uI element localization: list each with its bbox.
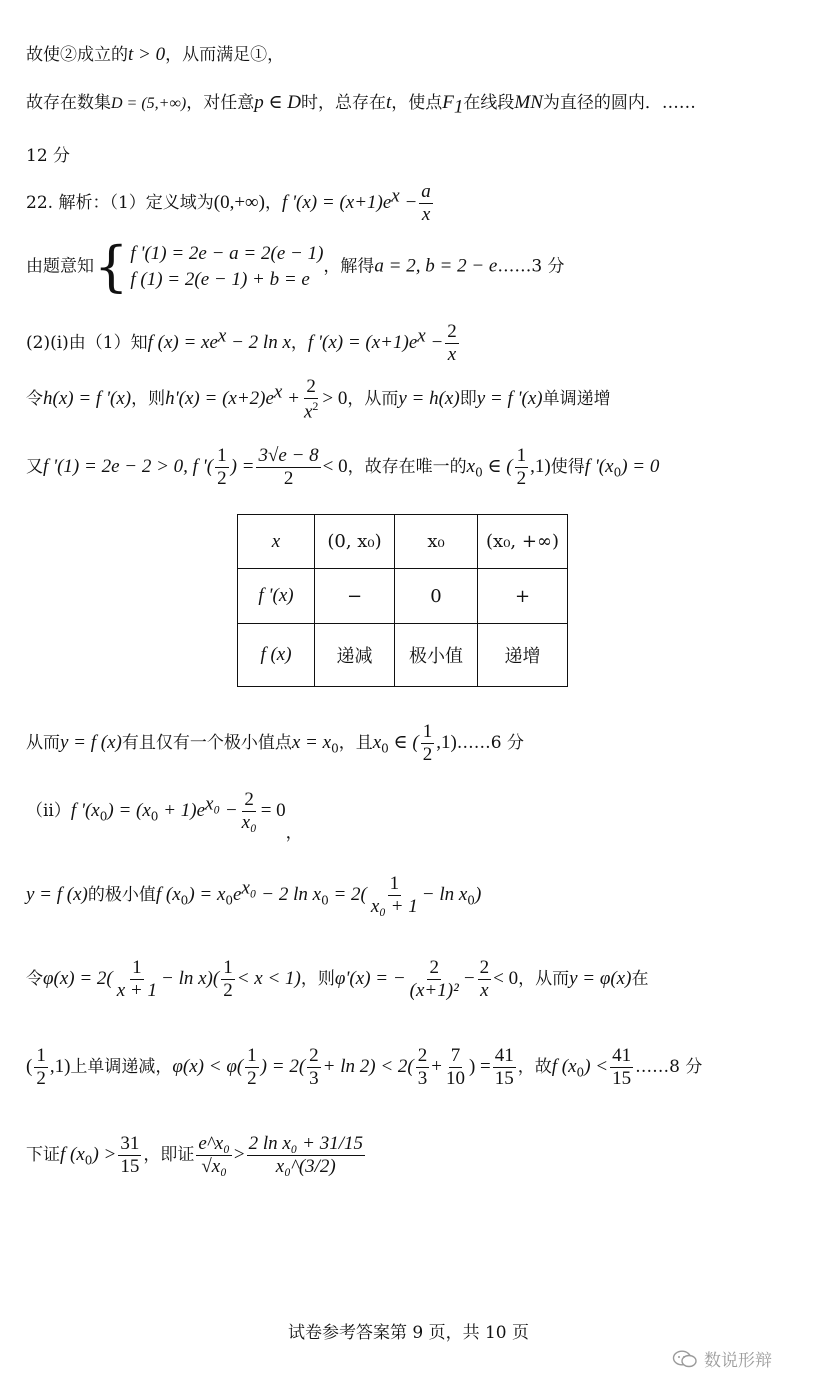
math: x = x <box>291 731 332 753</box>
numerator: 3√e − 8 <box>258 445 319 466</box>
text: ， <box>285 822 303 843</box>
math: p ∈ D <box>254 92 302 113</box>
text: 从而 <box>26 732 60 753</box>
table-row <box>238 515 568 569</box>
text-line-2 <box>26 92 696 119</box>
math: a = 2, b = 2 − e <box>374 255 498 277</box>
table-cell: (x₀, +∞) <box>478 515 568 569</box>
math: φ(x) < φ( <box>172 1055 244 1077</box>
numerator: 2 <box>429 957 439 978</box>
text: ，对任意 <box>186 93 255 113</box>
fraction <box>445 322 459 365</box>
fraction <box>115 958 159 1001</box>
denominator: x <box>303 401 313 423</box>
table-cell: x <box>238 515 315 569</box>
text-line-7 <box>26 377 611 422</box>
math: y = f '(x) <box>476 388 543 410</box>
math: + 1)e <box>158 799 206 821</box>
text-line-1 <box>26 44 284 67</box>
superscript: x <box>417 325 426 347</box>
math: f '(x <box>584 455 614 477</box>
table-row <box>238 569 568 623</box>
math: y = f (x) <box>26 883 88 905</box>
math: (0,+∞) <box>213 191 265 213</box>
numerator: 1 <box>247 1045 257 1066</box>
fraction <box>421 722 435 765</box>
text: 使得 <box>550 456 585 477</box>
left-brace: { <box>94 235 129 298</box>
numerator: 31 <box>120 1133 140 1154</box>
math: y = h(x) <box>398 388 460 410</box>
text-line-6 <box>26 322 461 365</box>
math: − ln x)( <box>161 967 220 989</box>
fraction <box>196 1134 232 1177</box>
math: > <box>233 1143 245 1165</box>
superscript: x <box>391 185 400 207</box>
math: ,1) <box>436 731 457 753</box>
subscript: 0 <box>331 741 339 756</box>
table-row <box>238 623 568 686</box>
math: < 0 <box>322 455 348 477</box>
math: < x < 1) <box>236 967 301 989</box>
numerator: 2 ln x₀ + 31/15 <box>248 1133 363 1154</box>
denominator: 15 <box>120 1155 140 1177</box>
denominator: 2 <box>422 743 433 765</box>
math: D = (5,+∞) <box>111 95 187 112</box>
math: ,1) <box>49 1055 71 1077</box>
fraction <box>240 790 259 833</box>
text: ，即证 <box>143 1144 195 1165</box>
math: f '(x) = (x+1)e <box>307 331 418 353</box>
score-mark: ……6 分 <box>456 732 524 753</box>
math: − <box>399 191 418 213</box>
table-cell: 0 <box>395 569 478 623</box>
numerator: 1 <box>132 957 142 978</box>
fraction <box>256 446 320 489</box>
text: 为直径的圆内．…… <box>542 93 696 113</box>
math: − <box>425 331 444 353</box>
watermark-text: 数说形辩 <box>704 1351 772 1371</box>
numerator: a <box>421 181 431 202</box>
denominator: (x+1)² <box>409 979 459 1001</box>
math: f (x) = xe <box>147 331 218 353</box>
fraction <box>302 377 320 422</box>
denominator: 2 <box>223 979 233 1001</box>
fraction <box>307 1046 321 1089</box>
text: 又 <box>26 456 43 477</box>
subscript: 1 <box>453 96 464 118</box>
numerator: 2 <box>244 789 254 810</box>
math: ∈ ( <box>482 455 513 477</box>
math: φ'(x) = − <box>334 967 406 989</box>
text: 12 分 <box>26 146 71 166</box>
text-line-3 <box>26 146 70 166</box>
table-cell: f '(x) <box>238 569 315 623</box>
table-cell: 递减 <box>315 623 395 686</box>
fraction <box>118 1134 141 1177</box>
table-cell: f (x) <box>238 623 315 686</box>
fraction <box>247 1134 365 1177</box>
numerator: e^x₀ <box>198 1133 230 1154</box>
math: f (x <box>551 1055 577 1077</box>
denominator: 10 <box>445 1067 465 1089</box>
numerator: 2 <box>306 376 316 397</box>
subscript: 0 <box>321 893 329 908</box>
fraction <box>369 874 420 917</box>
text: ，从而 <box>518 968 570 989</box>
table-cell: − <box>315 569 395 623</box>
denominator: 2 <box>217 467 227 489</box>
fraction <box>215 446 229 489</box>
numerator: 41 <box>494 1045 514 1066</box>
fraction <box>34 1046 48 1089</box>
superscript: x₀ <box>205 793 221 815</box>
math: f '(1) = 2e − 2 > 0, f '( <box>43 455 214 477</box>
watermark <box>672 1346 772 1371</box>
text: 令 <box>26 968 43 989</box>
denominator: 2 <box>247 1067 257 1089</box>
math: h(x) = f '(x) <box>43 388 132 410</box>
text: 故使②成立的 <box>26 45 128 65</box>
text-line-10 <box>26 789 303 843</box>
monotonicity-table <box>237 514 568 687</box>
math: ) = 0 <box>621 455 660 477</box>
text: 的极小值 <box>87 884 156 905</box>
math: ) > <box>92 1143 117 1165</box>
text-line-8 <box>26 446 659 489</box>
text-line-11 <box>26 874 481 917</box>
subscript: 0 <box>180 893 189 908</box>
superscript: 2 <box>312 398 319 413</box>
fraction <box>610 1046 633 1089</box>
math: − ln x <box>421 883 468 905</box>
numerator: 2 <box>417 1045 428 1066</box>
text: 在 <box>631 968 649 989</box>
text: ，解得 <box>323 256 375 277</box>
table-cell: + <box>478 569 568 623</box>
numerator: 7 <box>450 1045 461 1066</box>
subscript: 0 <box>84 1153 93 1168</box>
text: 上单调递减， <box>70 1056 173 1077</box>
fraction <box>416 1046 430 1089</box>
denominator: x <box>421 203 431 225</box>
wechat-icon <box>672 1349 698 1369</box>
text: ，从而 <box>347 389 399 410</box>
text-line-4 <box>26 182 435 225</box>
math: ∈ ( <box>388 731 419 753</box>
math: − 2 ln x <box>226 331 291 353</box>
math: e <box>233 883 242 905</box>
math: − <box>220 799 238 821</box>
numerator: 1 <box>223 957 233 978</box>
math: f (x <box>60 1143 85 1165</box>
math: φ(x) = 2( <box>43 967 113 989</box>
math: f '(x) = (x+1)e <box>281 191 392 213</box>
math: x <box>372 731 382 753</box>
text: 故存在数集 <box>26 93 111 113</box>
text-line-9 <box>26 722 524 765</box>
numerator: 1 <box>389 873 400 894</box>
fraction <box>419 182 433 225</box>
math: x <box>466 455 476 477</box>
page-footer: 试卷参考答案第 9 页，共 10 页 <box>287 1323 530 1343</box>
subscript: 0 <box>225 893 234 908</box>
numerator: 41 <box>612 1045 632 1066</box>
math: ) = 2( <box>260 1055 306 1077</box>
superscript: x <box>217 325 227 347</box>
text: 单调递增 <box>542 389 611 410</box>
math: = 0 <box>260 799 286 821</box>
fraction <box>408 958 461 1001</box>
denominator: 3 <box>417 1067 428 1089</box>
text: ，且 <box>338 732 373 753</box>
table-cell: x₀ <box>395 515 478 569</box>
subscript: 0 <box>381 741 389 756</box>
denominator: x₀^(3/2) <box>275 1155 336 1177</box>
text-line-12 <box>26 958 648 1001</box>
numerator: 1 <box>36 1045 46 1066</box>
numerator: 2 <box>447 321 457 342</box>
text: 22. 解析：（1）定义域为 <box>26 192 214 213</box>
text: ，使点 <box>391 93 443 113</box>
denominator: 3 <box>309 1067 319 1089</box>
math: > 0 <box>322 388 348 410</box>
text: 由题意知 <box>26 256 94 277</box>
math: ) <box>474 883 482 905</box>
math: ) = (x <box>107 799 151 821</box>
text: ，则 <box>131 389 166 410</box>
math: ) = x <box>188 883 226 905</box>
denominator: 2 <box>36 1067 46 1089</box>
subscript: 0 <box>150 809 159 824</box>
denominator: 15 <box>494 1067 514 1089</box>
math: h'(x) = (x+2)e <box>165 388 274 410</box>
denominator: x <box>447 343 457 365</box>
text: (2)(i)由（1）知 <box>26 332 148 353</box>
text: 在线段 <box>463 93 515 113</box>
text-line-13 <box>26 1046 702 1089</box>
math: ) < <box>584 1055 609 1077</box>
math: t <box>386 92 392 113</box>
math: ,1) <box>530 455 551 477</box>
denominator: 2 <box>283 467 294 489</box>
denominator: x <box>480 979 489 1001</box>
subscript: 0 <box>467 893 475 908</box>
text: ， <box>264 192 282 213</box>
text-line-14 <box>26 1134 367 1177</box>
math: F <box>442 92 454 113</box>
math: = 2( <box>328 883 367 905</box>
text: 下证 <box>26 1144 60 1165</box>
numerator: 2 <box>479 957 490 978</box>
math: − <box>462 967 476 989</box>
math: + <box>431 1055 442 1077</box>
math: + <box>282 388 300 410</box>
text: 有且仅有一个极小值点 <box>121 732 292 753</box>
score-mark: ……3 分 <box>497 256 565 277</box>
math: y = f (x) <box>60 731 122 753</box>
text-line-5 <box>26 235 565 298</box>
numerator: 2 <box>309 1045 319 1066</box>
subscript: 0 <box>613 465 622 480</box>
denominator: x₀ + 1 <box>370 895 418 917</box>
fraction <box>444 1046 467 1089</box>
fraction <box>478 958 492 1001</box>
math: < 0 <box>493 967 519 989</box>
math: f (x <box>155 883 181 905</box>
text: （ii） <box>26 800 71 821</box>
numerator: 1 <box>516 445 527 466</box>
subscript: 0 <box>99 809 108 824</box>
math: + ln 2) < 2( <box>322 1055 414 1077</box>
math: ) = <box>230 455 255 477</box>
denominator: x + 1 <box>116 979 158 1001</box>
fraction <box>245 1046 259 1089</box>
text: ， <box>290 332 308 353</box>
text: 时，总存在 <box>301 93 387 113</box>
denominator: x₀ <box>241 811 257 833</box>
fraction <box>493 1046 516 1089</box>
text: ，故 <box>517 1056 552 1077</box>
superscript: x <box>273 381 283 403</box>
math: MN <box>514 92 543 113</box>
fraction <box>515 446 529 489</box>
table-cell: 递增 <box>478 623 568 686</box>
numerator: 1 <box>422 721 433 742</box>
denominator: 15 <box>612 1067 632 1089</box>
table-cell: 极小值 <box>395 623 478 686</box>
math: ) = <box>468 1055 491 1077</box>
fraction <box>221 958 235 1001</box>
score-mark: ……8 分 <box>635 1056 703 1077</box>
text: 令 <box>26 389 43 410</box>
math: t > 0 <box>128 44 166 65</box>
math: f '(x <box>70 799 100 821</box>
math: ( <box>26 1055 33 1077</box>
equation-row: f (1) = 2(e − 1) + b = e <box>130 269 310 290</box>
text: ，故存在唯一的 <box>347 456 467 477</box>
text: ，从而满足①， <box>165 45 285 65</box>
equation-row: f '(1) = 2e − a = 2(e − 1) <box>130 243 324 265</box>
denominator: √x₀ <box>201 1155 227 1177</box>
text: ，则 <box>300 968 335 989</box>
denominator: 2 <box>516 467 527 489</box>
math: − 2 ln x <box>256 883 322 905</box>
equation-system <box>94 235 324 298</box>
text: 即 <box>459 389 477 410</box>
math: y = φ(x) <box>569 967 632 989</box>
subscript: 0 <box>475 465 483 480</box>
numerator: 1 <box>217 445 227 466</box>
table-cell: (0, x₀) <box>315 515 395 569</box>
superscript: x₀ <box>241 877 257 899</box>
subscript: 0 <box>576 1065 585 1080</box>
